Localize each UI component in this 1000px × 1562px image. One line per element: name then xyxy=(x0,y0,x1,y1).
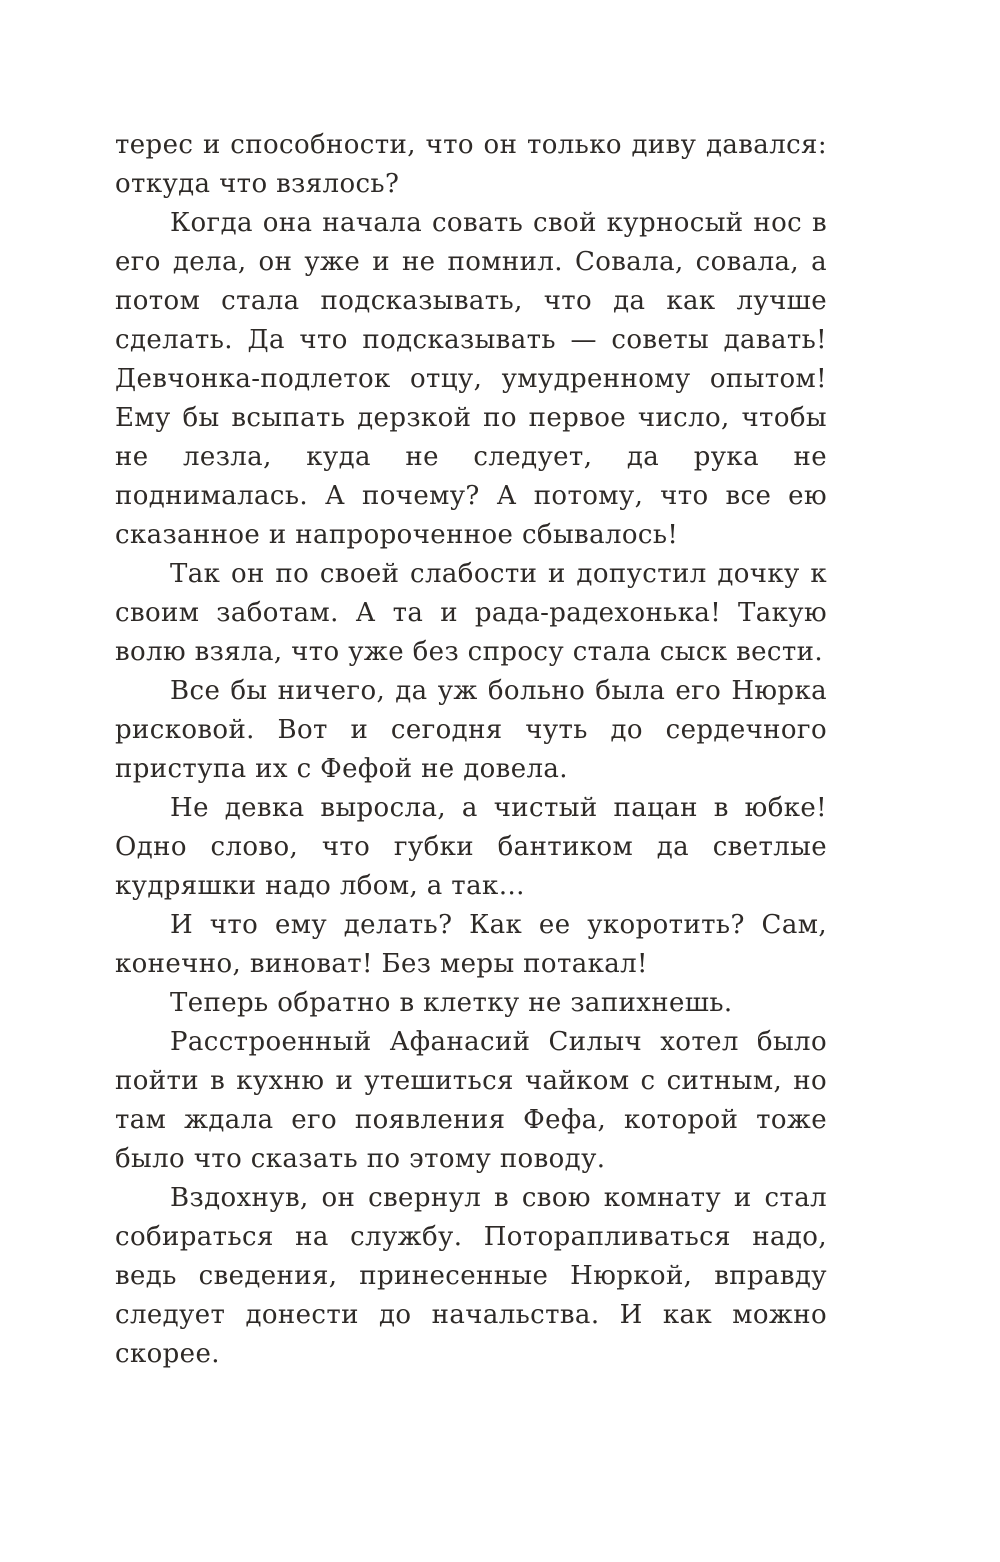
paragraph: Не девка выросла, а чистый пацан в юбке! Одно слово, что губки бантиком да светлые кудряшки надо лбом, а так… xyxy=(115,793,827,901)
paragraph: терес и способности, что он только диву давался: откуда что взялось? xyxy=(115,130,827,199)
paragraph: Все бы ничего, да уж больно была его Нюрка рисковой. Вот и сегодня чуть до сердечного приступа их с Фефой не довела. xyxy=(115,676,827,784)
paragraph: Вздохнув, он свернул в свою комнату и стал собираться на службу. Поторапливаться надо, ведь сведения, принесенные Нюркой, вправду следует донести до начальства. И как можно скорее. xyxy=(115,1183,827,1369)
text-block xyxy=(115,126,827,1374)
paragraph: Так он по своей слабости и допустил дочку к своим заботам. А та и рада-радехонька! Такую волю взяла, что уже без спросу стала сыск вести. xyxy=(115,559,827,667)
paragraph: И что ему делать? Как ее укоротить? Сам, конечно, виноват! Без меры потакал! xyxy=(115,910,827,979)
paragraph: Когда она начала совать свой курносый нос в его дела, он уже и не помнил. Совала, совала, а потом стала подсказывать, что да как лучше сделать. Да что подсказывать — советы давать! Девчонка-подлеток отцу, умудренному опытом! Ему бы всыпать дерзкой по первое число, чтобы не лезла, куда не следует, да рука не поднималась. А почему? А потому, что все ею сказанное и напророченное сбывалось! xyxy=(115,208,827,550)
paragraph: Теперь обратно в клетку не запихнешь. xyxy=(170,988,733,1018)
paragraph: Расстроенный Афанасий Силыч хотел было пойти в кухню и утешиться чайком с ситным, но там ждала его появления Фефа, которой тоже было что сказать по этому поводу. xyxy=(115,1027,827,1174)
